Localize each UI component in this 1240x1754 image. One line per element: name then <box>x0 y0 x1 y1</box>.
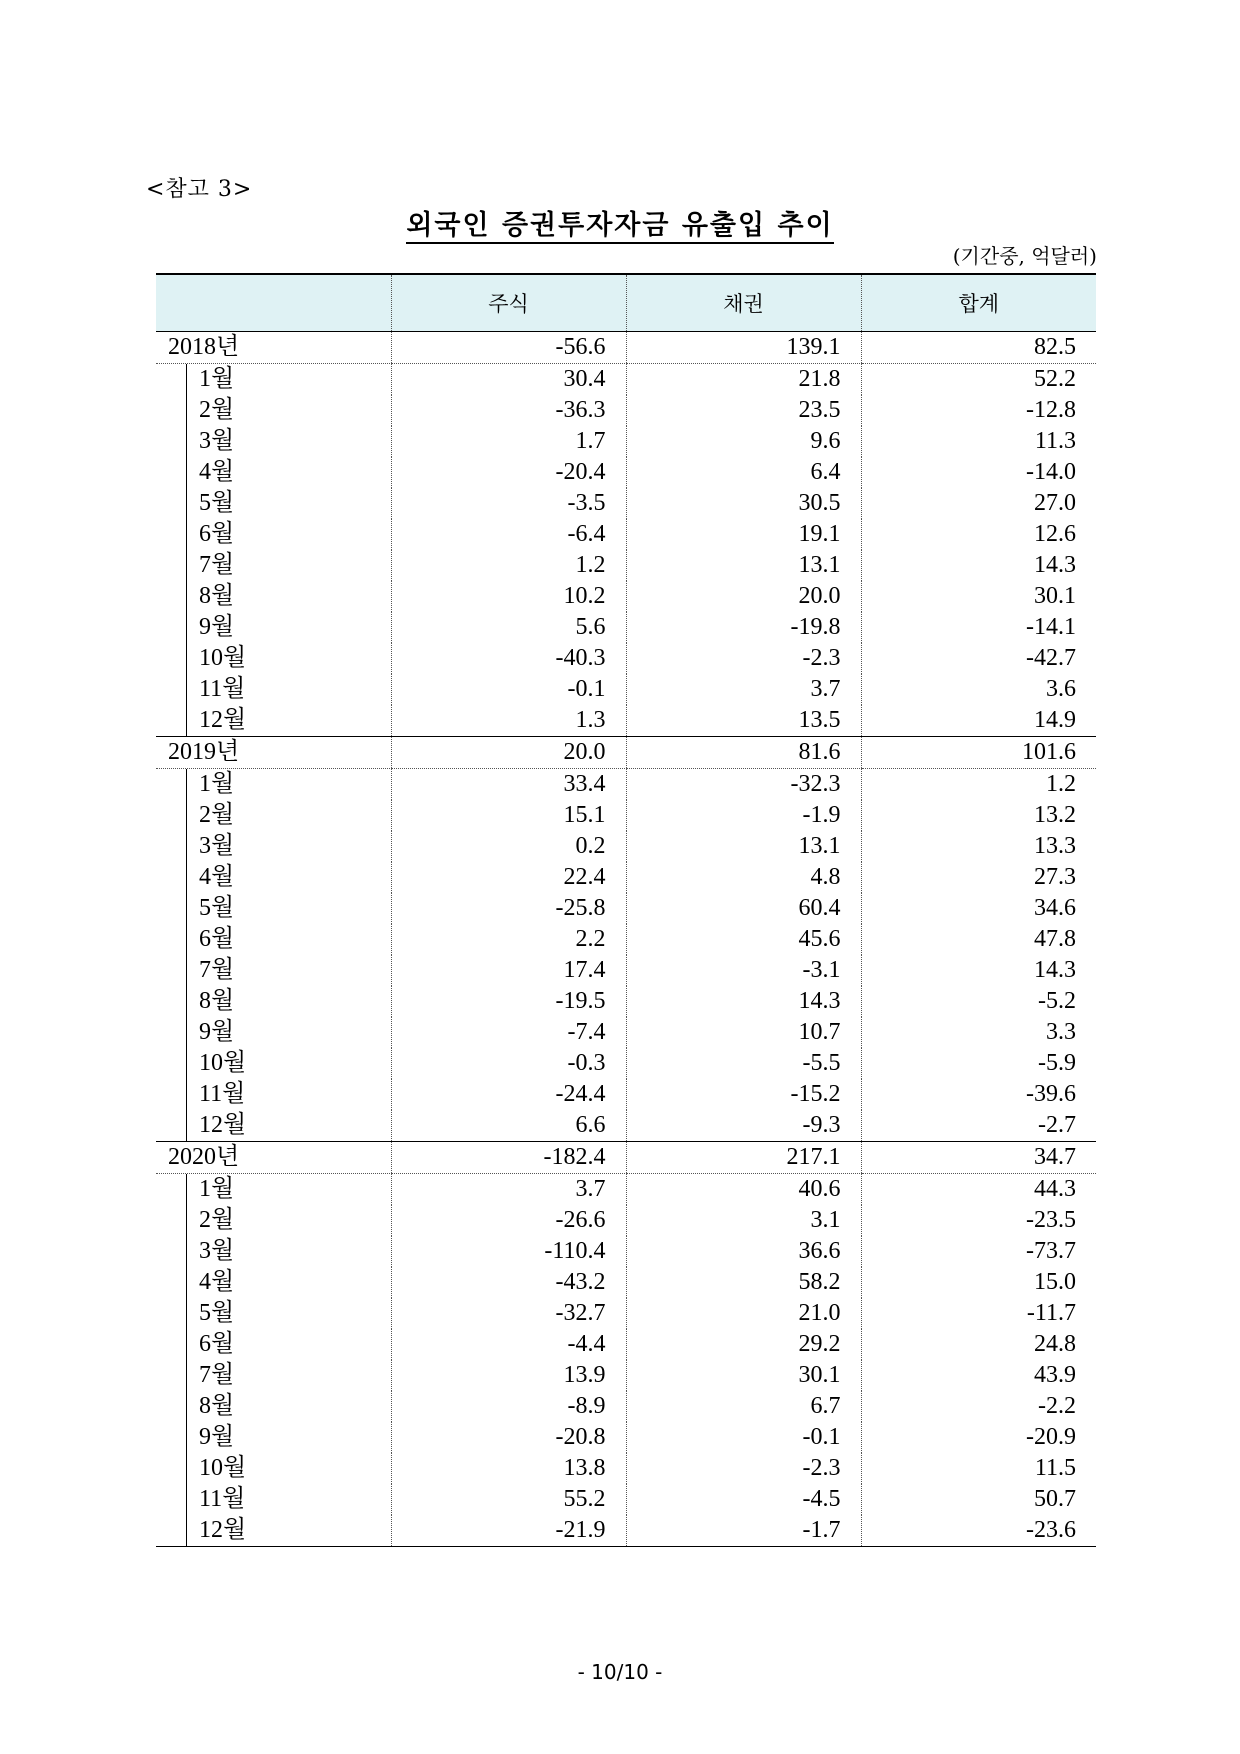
month-label: 10월 <box>186 1453 391 1484</box>
month-bonds-value: 10.7 <box>626 1017 861 1048</box>
month-row <box>156 1422 1096 1453</box>
month-row <box>156 1017 1096 1048</box>
year-total-value: 34.7 <box>861 1141 1096 1173</box>
month-stocks-value: -19.5 <box>391 986 626 1017</box>
month-label: 5월 <box>186 893 391 924</box>
month-label: 6월 <box>186 924 391 955</box>
month-label: 5월 <box>186 488 391 519</box>
month-total-value: -73.7 <box>861 1236 1096 1267</box>
month-total-value: -39.6 <box>861 1079 1096 1110</box>
month-label-cell <box>156 955 391 986</box>
month-stocks-value: -20.4 <box>391 457 626 488</box>
month-label-cell <box>156 1298 391 1329</box>
month-total-value: 24.8 <box>861 1329 1096 1360</box>
month-row <box>156 457 1096 488</box>
month-row <box>156 1329 1096 1360</box>
month-label-cell <box>156 1360 391 1391</box>
month-stocks-value: -3.5 <box>391 488 626 519</box>
month-stocks-value: -25.8 <box>391 893 626 924</box>
month-label-cell <box>156 1236 391 1267</box>
month-bonds-value: -32.3 <box>626 768 861 800</box>
month-label: 2월 <box>186 800 391 831</box>
month-label-cell <box>156 395 391 426</box>
month-bonds-value: 13.1 <box>626 831 861 862</box>
month-label: 11월 <box>186 1079 391 1110</box>
month-row <box>156 1391 1096 1422</box>
month-stocks-value: 0.2 <box>391 831 626 862</box>
month-label: 7월 <box>186 955 391 986</box>
month-stocks-value: 13.9 <box>391 1360 626 1391</box>
month-stocks-value: -110.4 <box>391 1236 626 1267</box>
month-stocks-value: 55.2 <box>391 1484 626 1515</box>
month-bonds-value: 9.6 <box>626 426 861 457</box>
month-label: 4월 <box>186 862 391 893</box>
month-row <box>156 924 1096 955</box>
month-row <box>156 395 1096 426</box>
month-label-cell <box>156 488 391 519</box>
month-total-value: 11.5 <box>861 1453 1096 1484</box>
month-label: 11월 <box>186 1484 391 1515</box>
month-stocks-value: 1.3 <box>391 705 626 737</box>
month-label-cell <box>156 363 391 395</box>
month-total-value: 50.7 <box>861 1484 1096 1515</box>
month-label: 11월 <box>186 674 391 705</box>
year-bonds-value: 217.1 <box>626 1141 861 1173</box>
month-bonds-value: 6.4 <box>626 457 861 488</box>
year-bonds-value: 81.6 <box>626 736 861 768</box>
month-row <box>156 893 1096 924</box>
month-bonds-value: 6.7 <box>626 1391 861 1422</box>
month-label-cell <box>156 1205 391 1236</box>
month-total-value: -23.6 <box>861 1515 1096 1547</box>
month-label: 8월 <box>186 986 391 1017</box>
month-bonds-value: 13.1 <box>626 550 861 581</box>
month-label: 2월 <box>186 395 391 426</box>
month-label: 9월 <box>186 612 391 643</box>
month-bonds-value: 19.1 <box>626 519 861 550</box>
month-label: 12월 <box>186 705 391 736</box>
header-stocks: 주식 <box>391 274 626 331</box>
year-row <box>156 331 1096 363</box>
year-label: 2019년 <box>156 736 391 768</box>
unit-note: (기간중, 억달러) <box>952 244 1097 268</box>
year-row <box>156 736 1096 768</box>
page-number: - 10/10 - <box>577 1660 663 1684</box>
month-label: 4월 <box>186 1267 391 1298</box>
month-label: 12월 <box>186 1110 391 1141</box>
month-row <box>156 426 1096 457</box>
month-label-cell <box>156 893 391 924</box>
year-total-value: 101.6 <box>861 736 1096 768</box>
month-bonds-value: 14.3 <box>626 986 861 1017</box>
month-total-value: 1.2 <box>861 768 1096 800</box>
month-stocks-value: -0.1 <box>391 674 626 705</box>
month-label: 9월 <box>186 1422 391 1453</box>
month-label-cell <box>156 1017 391 1048</box>
month-bonds-value: 45.6 <box>626 924 861 955</box>
month-row <box>156 1298 1096 1329</box>
month-total-value: 30.1 <box>861 581 1096 612</box>
month-stocks-value: -32.7 <box>391 1298 626 1329</box>
month-stocks-value: 2.2 <box>391 924 626 955</box>
month-row <box>156 862 1096 893</box>
month-label-cell <box>156 643 391 674</box>
month-label-cell <box>156 862 391 893</box>
month-bonds-value: 60.4 <box>626 893 861 924</box>
month-total-value: -42.7 <box>861 643 1096 674</box>
month-stocks-value: -8.9 <box>391 1391 626 1422</box>
month-bonds-value: 21.8 <box>626 363 861 395</box>
month-stocks-value: 6.6 <box>391 1110 626 1142</box>
month-bonds-value: 21.0 <box>626 1298 861 1329</box>
month-bonds-value: 4.8 <box>626 862 861 893</box>
month-stocks-value: 5.6 <box>391 612 626 643</box>
month-row <box>156 705 1096 737</box>
month-total-value: 47.8 <box>861 924 1096 955</box>
month-total-value: 3.3 <box>861 1017 1096 1048</box>
month-stocks-value: -20.8 <box>391 1422 626 1453</box>
month-stocks-value: 13.8 <box>391 1453 626 1484</box>
month-label: 1월 <box>186 769 391 800</box>
month-bonds-value: -0.1 <box>626 1422 861 1453</box>
month-total-value: 13.2 <box>861 800 1096 831</box>
month-bonds-value: -5.5 <box>626 1048 861 1079</box>
month-bonds-value: 3.7 <box>626 674 861 705</box>
month-row <box>156 1360 1096 1391</box>
month-bonds-value: -4.5 <box>626 1484 861 1515</box>
month-label-cell <box>156 1422 391 1453</box>
header-bonds: 채권 <box>626 274 861 331</box>
year-label: 2020년 <box>156 1141 391 1173</box>
month-label: 7월 <box>186 550 391 581</box>
month-row <box>156 1453 1096 1484</box>
month-stocks-value: 3.7 <box>391 1173 626 1205</box>
month-label-cell <box>156 519 391 550</box>
month-stocks-value: 22.4 <box>391 862 626 893</box>
month-total-value: 34.6 <box>861 893 1096 924</box>
month-bonds-value: 30.1 <box>626 1360 861 1391</box>
month-stocks-value: 15.1 <box>391 800 626 831</box>
month-label-cell <box>156 1391 391 1422</box>
month-total-value: -23.5 <box>861 1205 1096 1236</box>
month-stocks-value: -7.4 <box>391 1017 626 1048</box>
month-total-value: -20.9 <box>861 1422 1096 1453</box>
month-bonds-value: -1.9 <box>626 800 861 831</box>
month-stocks-value: 10.2 <box>391 581 626 612</box>
header-total: 합계 <box>861 274 1096 331</box>
month-stocks-value: 17.4 <box>391 955 626 986</box>
month-label-cell <box>156 1267 391 1298</box>
month-row <box>156 643 1096 674</box>
month-label: 3월 <box>186 426 391 457</box>
year-stocks-value: 20.0 <box>391 736 626 768</box>
month-bonds-value: -3.1 <box>626 955 861 986</box>
month-label-cell <box>156 550 391 581</box>
month-label-cell <box>156 831 391 862</box>
month-total-value: 14.3 <box>861 955 1096 986</box>
month-label: 4월 <box>186 457 391 488</box>
month-label: 2월 <box>186 1205 391 1236</box>
month-total-value: -11.7 <box>861 1298 1096 1329</box>
month-bonds-value: 30.5 <box>626 488 861 519</box>
month-label: 7월 <box>186 1360 391 1391</box>
month-row <box>156 1236 1096 1267</box>
month-stocks-value: -4.4 <box>391 1329 626 1360</box>
month-row <box>156 550 1096 581</box>
month-total-value: 14.3 <box>861 550 1096 581</box>
month-bonds-value: -1.7 <box>626 1515 861 1547</box>
month-label: 1월 <box>186 1174 391 1205</box>
month-label-cell <box>156 1453 391 1484</box>
table-header-row <box>156 274 1096 331</box>
month-row <box>156 1079 1096 1110</box>
month-label-cell <box>156 581 391 612</box>
month-label-cell <box>156 705 391 737</box>
month-bonds-value: 13.5 <box>626 705 861 737</box>
month-row <box>156 955 1096 986</box>
year-row <box>156 1141 1096 1173</box>
month-label-cell <box>156 1329 391 1360</box>
month-total-value: 52.2 <box>861 363 1096 395</box>
month-label-cell <box>156 768 391 800</box>
month-row <box>156 800 1096 831</box>
month-stocks-value: -21.9 <box>391 1515 626 1547</box>
table-body <box>156 331 1096 1546</box>
year-bonds-value: 139.1 <box>626 331 861 363</box>
month-total-value: 11.3 <box>861 426 1096 457</box>
month-label: 9월 <box>186 1017 391 1048</box>
month-label-cell <box>156 674 391 705</box>
month-row <box>156 612 1096 643</box>
month-row <box>156 488 1096 519</box>
month-label-cell <box>156 457 391 488</box>
month-label-cell <box>156 1484 391 1515</box>
month-label: 8월 <box>186 1391 391 1422</box>
month-label: 12월 <box>186 1515 391 1546</box>
month-total-value: -2.2 <box>861 1391 1096 1422</box>
month-total-value: -5.9 <box>861 1048 1096 1079</box>
month-bonds-value: -9.3 <box>626 1110 861 1142</box>
month-row <box>156 1515 1096 1547</box>
month-row <box>156 363 1096 395</box>
month-label-cell <box>156 612 391 643</box>
month-row <box>156 581 1096 612</box>
header-period <box>156 274 391 331</box>
month-row <box>156 1048 1096 1079</box>
month-bonds-value: 36.6 <box>626 1236 861 1267</box>
month-label: 5월 <box>186 1298 391 1329</box>
month-total-value: 44.3 <box>861 1173 1096 1205</box>
month-label: 6월 <box>186 519 391 550</box>
month-total-value: -5.2 <box>861 986 1096 1017</box>
month-label-cell <box>156 986 391 1017</box>
month-bonds-value: 20.0 <box>626 581 861 612</box>
month-label-cell <box>156 1110 391 1142</box>
month-total-value: -14.0 <box>861 457 1096 488</box>
month-label-cell <box>156 1515 391 1547</box>
month-bonds-value: 29.2 <box>626 1329 861 1360</box>
month-row <box>156 1173 1096 1205</box>
month-total-value: 27.0 <box>861 488 1096 519</box>
month-total-value: -14.1 <box>861 612 1096 643</box>
month-label: 8월 <box>186 581 391 612</box>
month-label-cell <box>156 1048 391 1079</box>
month-label: 10월 <box>186 1048 391 1079</box>
month-stocks-value: -24.4 <box>391 1079 626 1110</box>
month-label-cell <box>156 924 391 955</box>
month-total-value: 15.0 <box>861 1267 1096 1298</box>
month-row <box>156 1110 1096 1142</box>
reference-label: <참고 3> <box>146 177 253 202</box>
month-bonds-value: -19.8 <box>626 612 861 643</box>
month-bonds-value: -15.2 <box>626 1079 861 1110</box>
month-bonds-value: -2.3 <box>626 1453 861 1484</box>
month-label: 6월 <box>186 1329 391 1360</box>
month-bonds-value: 23.5 <box>626 395 861 426</box>
month-total-value: 13.3 <box>861 831 1096 862</box>
month-stocks-value: -26.6 <box>391 1205 626 1236</box>
month-bonds-value: 3.1 <box>626 1205 861 1236</box>
month-stocks-value: -6.4 <box>391 519 626 550</box>
document-title: 외국인 증권투자자금 유출입 추이 <box>406 210 833 244</box>
month-total-value: 12.6 <box>861 519 1096 550</box>
year-stocks-value: -182.4 <box>391 1141 626 1173</box>
month-bonds-value: 58.2 <box>626 1267 861 1298</box>
month-total-value: 14.9 <box>861 705 1096 737</box>
month-label: 10월 <box>186 643 391 674</box>
month-label-cell <box>156 426 391 457</box>
month-row <box>156 1484 1096 1515</box>
month-stocks-value: 30.4 <box>391 363 626 395</box>
month-stocks-value: 33.4 <box>391 768 626 800</box>
month-stocks-value: -43.2 <box>391 1267 626 1298</box>
month-total-value: 27.3 <box>861 862 1096 893</box>
month-label-cell <box>156 1173 391 1205</box>
month-total-value: -2.7 <box>861 1110 1096 1142</box>
month-row <box>156 831 1096 862</box>
year-total-value: 82.5 <box>861 331 1096 363</box>
month-stocks-value: -0.3 <box>391 1048 626 1079</box>
month-row <box>156 674 1096 705</box>
month-bonds-value: -2.3 <box>626 643 861 674</box>
month-label: 1월 <box>186 364 391 395</box>
month-stocks-value: -40.3 <box>391 643 626 674</box>
year-label: 2018년 <box>156 331 391 363</box>
month-total-value: -12.8 <box>861 395 1096 426</box>
month-row <box>156 768 1096 800</box>
month-label-cell <box>156 1079 391 1110</box>
month-row <box>156 519 1096 550</box>
month-label: 3월 <box>186 1236 391 1267</box>
month-bonds-value: 40.6 <box>626 1173 861 1205</box>
month-row <box>156 986 1096 1017</box>
month-label: 3월 <box>186 831 391 862</box>
foreign-investment-flow-table <box>156 273 1096 1547</box>
month-stocks-value: -36.3 <box>391 395 626 426</box>
month-total-value: 43.9 <box>861 1360 1096 1391</box>
year-stocks-value: -56.6 <box>391 331 626 363</box>
month-label-cell <box>156 800 391 831</box>
month-row <box>156 1267 1096 1298</box>
document-title-wrapper <box>0 203 1240 242</box>
month-stocks-value: 1.7 <box>391 426 626 457</box>
month-stocks-value: 1.2 <box>391 550 626 581</box>
month-total-value: 3.6 <box>861 674 1096 705</box>
month-row <box>156 1205 1096 1236</box>
